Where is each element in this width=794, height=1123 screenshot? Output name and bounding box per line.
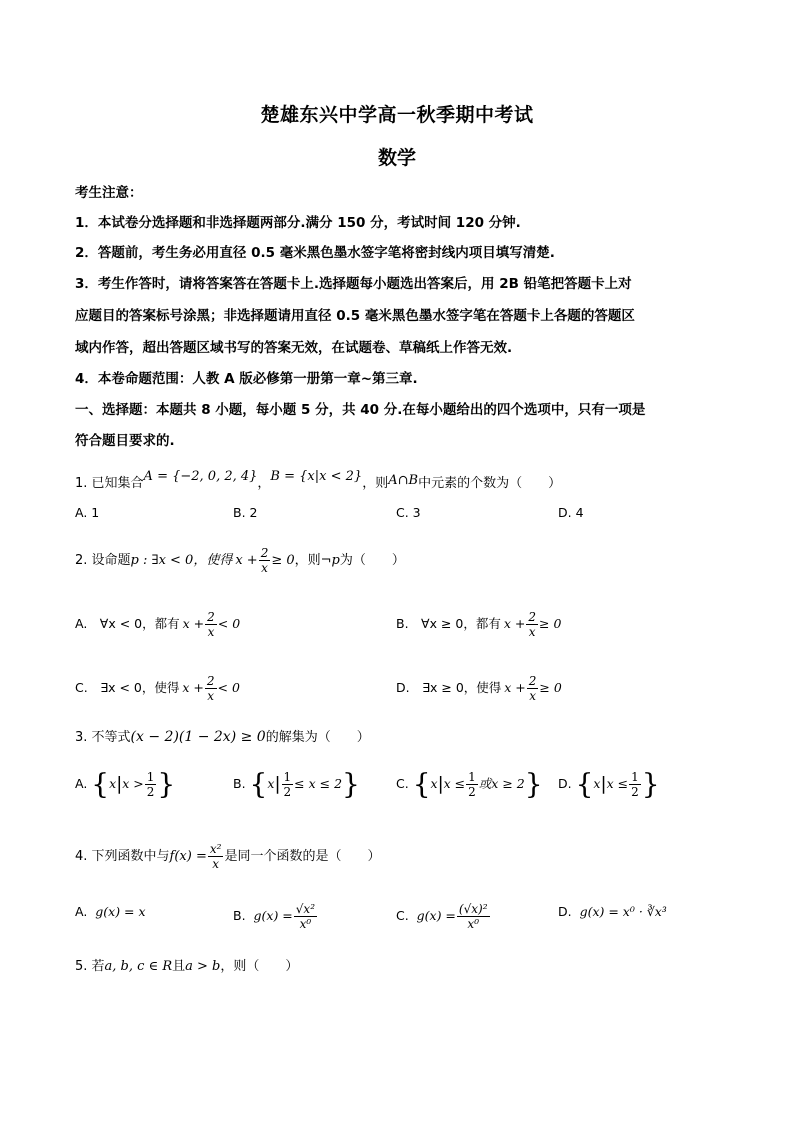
q3-option-d[interactable] <box>558 767 660 801</box>
q5-cond: a > b <box>185 959 221 974</box>
q3-option-a-rbrace: } <box>157 767 176 801</box>
q3-option-d-bar: | <box>600 773 607 795</box>
q1-mid: ，则 <box>362 476 389 491</box>
q1-set-b: B = {x|x < 2} <box>270 469 363 484</box>
q2-option-c-frac <box>205 674 217 703</box>
section1-instructions-line1: 一、选择题：本题共 8 小题，每小题 5 分，共 40 分.在每小题给出的四个选项中，只有一项是 <box>75 402 646 418</box>
q2-option-b[interactable] <box>396 610 561 639</box>
q3-option-a-den: 2 <box>146 785 155 799</box>
q2-option-d-post: ≥ 0 <box>539 680 562 695</box>
q4-fraction <box>208 842 224 871</box>
q3-option-b-lbrace: { <box>249 767 268 801</box>
q2-num: 2 <box>260 546 269 560</box>
q1-set-b-pre: B = <box>270 469 300 484</box>
q3-option-a-label: A. <box>75 776 88 791</box>
q2-option-c-post: < 0 <box>217 680 240 695</box>
q3-option-c-num: 1 <box>468 770 476 784</box>
question-4-stem <box>75 842 380 871</box>
q2-fraction <box>259 546 271 575</box>
q4-option-c[interactable] <box>396 902 491 931</box>
q2-geq: ≥ 0 <box>271 553 295 568</box>
q2-option-a-frac <box>205 610 217 639</box>
q2-option-d[interactable] <box>396 674 562 703</box>
q4-option-a[interactable] <box>75 902 146 922</box>
q3-option-d-num: 1 <box>631 770 639 784</box>
q3-option-b-x: x <box>267 776 275 791</box>
q1-suffix: 中元素的个数为（ ） <box>418 476 562 491</box>
q5-prefix: 5. 若 <box>75 959 105 974</box>
q4-option-b-num: √x² <box>295 902 316 916</box>
q3-option-a-frac <box>145 770 157 799</box>
q3-option-c-label: C. <box>396 776 409 791</box>
section1-instructions-line2: 符合题目要求的. <box>75 433 175 449</box>
q3-option-b-post: ≤ x ≤ 2 <box>294 776 343 791</box>
q2-option-d-num: 2 <box>528 674 537 688</box>
q4-f: f(x) = <box>169 849 207 864</box>
q1-set-b-cond: x < 2 <box>319 469 354 484</box>
q3-option-c-x: x <box>430 776 438 791</box>
notice-item-1: 1．本试卷分选择题和非选择题两部分.满分 150 分，考试时间 120 分钟. <box>75 215 521 231</box>
q2-option-d-pre: D. ∃x ≥ 0，使得 <box>396 680 502 695</box>
q3-option-c-bar: | <box>437 773 444 795</box>
question-1-stem <box>75 469 562 494</box>
q3-expr: (x − 2)(1 − 2x) ≥ 0 <box>130 729 266 745</box>
question-2-stem <box>75 546 405 575</box>
q4-option-c-pre: g(x) = <box>416 908 456 923</box>
q2-option-c[interactable] <box>75 674 240 703</box>
q4-option-b-frac <box>294 902 317 931</box>
q2-option-d-x: x + <box>504 680 526 695</box>
q3-option-a-lbrace: { <box>91 767 110 801</box>
q4-prefix: 4. 下列函数中与 <box>75 849 170 864</box>
q4-option-c-den: x⁰ <box>467 917 479 931</box>
q2-option-b-num: 2 <box>528 610 537 624</box>
exam-title: 楚雄东兴中学高一秋季期中考试 <box>260 104 534 126</box>
q3-suffix: 的解集为（ ） <box>265 730 370 745</box>
q3-option-a-x: x <box>109 776 117 791</box>
q2-option-b-den: x <box>528 625 536 639</box>
q1-option-d[interactable]: D. 4 <box>558 505 584 520</box>
q1-sep: ， <box>257 476 271 491</box>
q2-option-d-frac <box>527 674 539 703</box>
q3-option-d-den: 2 <box>631 785 639 799</box>
q4-option-d[interactable] <box>558 902 667 922</box>
q4-option-b[interactable] <box>233 902 318 931</box>
q2-option-b-frac <box>526 610 538 639</box>
q2-option-b-post: ≥ 0 <box>539 616 562 631</box>
q3-option-b[interactable] <box>233 767 360 801</box>
q3-option-d-frac <box>629 770 641 799</box>
q3-prefix: 3. 不等式 <box>75 730 131 745</box>
q4-num: x² <box>209 842 222 856</box>
q3-option-b-label: B. <box>233 776 246 791</box>
q3-option-b-rbrace: } <box>342 767 360 801</box>
q2-option-d-den: x <box>529 689 536 703</box>
q3-option-c-lbrace: { <box>412 767 431 801</box>
q3-option-a-cond: x > <box>122 776 144 791</box>
q3-option-d-lbrace: { <box>575 767 594 801</box>
q3-option-c-cond: x ≤ <box>443 776 466 791</box>
q4-option-a-label: A. <box>75 904 88 919</box>
notice-item-4: 4．本卷命题范围：人教 A 版必修第一册第一章~第三章. <box>75 371 418 387</box>
q3-option-b-num: 1 <box>283 770 292 784</box>
q3-option-d-x: x <box>593 776 601 791</box>
q2-suffix: 为（ ） <box>339 553 405 568</box>
q2-option-a[interactable] <box>75 610 240 639</box>
q3-option-b-den: 2 <box>283 785 292 799</box>
q2-option-b-x: x + <box>503 616 526 631</box>
q4-option-b-den: x⁰ <box>299 917 312 931</box>
q2-neg: ¬p <box>320 553 340 568</box>
q3-option-c-post: 或x ≥ 2 <box>478 776 525 791</box>
q3-option-c[interactable] <box>396 767 543 801</box>
q5-mid: 且 <box>172 959 186 974</box>
q2-den: x <box>261 561 268 575</box>
q4-option-b-label: B. <box>233 908 246 923</box>
q2-mid: ，则 <box>294 553 321 568</box>
q1-expr: A∩B <box>388 473 419 488</box>
q1-option-b[interactable]: B. 2 <box>233 505 258 520</box>
exam-subject: 数学 <box>377 147 416 169</box>
q1-set-a: A = {−2, 0, 2, 4} <box>143 469 258 484</box>
q3-option-d-cond: x ≤ <box>606 776 629 791</box>
q3-option-c-frac <box>466 770 478 799</box>
q5-suffix: ，则（ ） <box>220 959 299 974</box>
q2-option-a-num: 2 <box>207 610 215 624</box>
q3-option-a-num: 1 <box>146 770 155 784</box>
q4-option-c-frac <box>457 902 490 931</box>
q4-option-a-expr: g(x) = x <box>95 904 146 919</box>
q4-suffix: 是同一个函数的是（ ） <box>224 849 381 864</box>
q1-prefix: 1. 已知集合 <box>75 476 144 491</box>
q4-option-d-expr: g(x) = x⁰ · ∛x³ <box>579 904 667 919</box>
question-5-stem <box>75 957 298 977</box>
q2-prefix: 2. 设命题 <box>75 553 131 568</box>
q1-set-b-x: x <box>307 469 315 484</box>
q3-option-d-label: D. <box>558 776 572 791</box>
q4-option-b-pre: g(x) = <box>253 908 293 923</box>
q4-option-d-label: D. <box>558 904 572 919</box>
q2-option-a-post: < 0 <box>217 616 241 631</box>
q2-option-c-num: 2 <box>206 674 215 688</box>
notice-item-2: 2．答题前，考生务必用直径 0.5 毫米黑色墨水签字笔将密封线内项目填写清楚. <box>75 245 555 261</box>
q3-option-a[interactable] <box>75 767 176 801</box>
q3-option-b-bar: | <box>274 773 281 795</box>
q2-option-c-x: x + <box>182 680 204 695</box>
q1-option-a[interactable]: A. 1 <box>75 505 100 520</box>
question-3-stem <box>75 727 370 748</box>
q2-option-b-pre: B. ∀x ≥ 0，都有 <box>396 616 501 631</box>
q3-option-c-den: 2 <box>468 785 476 799</box>
q2-option-a-x: x + <box>182 616 205 631</box>
q4-option-c-num: (√x)² <box>458 902 488 916</box>
q2-option-a-den: x <box>207 625 215 639</box>
q2-option-c-den: x <box>207 689 215 703</box>
q2-p: p <box>130 553 139 568</box>
notice-item-3-line3: 域内作答，超出答题区域书写的答案无效，在试题卷、草稿纸上作答无效. <box>75 340 513 356</box>
q2-cond: : ∃x < 0，使得 <box>138 553 233 568</box>
q3-option-d-rbrace: } <box>641 767 660 801</box>
q3-option-c-rbrace: } <box>524 767 543 801</box>
q3-option-b-frac <box>282 770 294 799</box>
q2-x-plus: x + <box>235 553 258 568</box>
q2-option-c-pre: C. ∃x < 0，使得 <box>75 680 180 695</box>
q4-den: x <box>212 857 220 871</box>
notice-item-3-line1: 3．考生作答时，请将答案答在答题卡上.选择题每小题选出答案后，用 2B 铅笔把答题卡上对 <box>75 276 632 292</box>
q1-option-c[interactable]: C. 3 <box>396 505 421 520</box>
q4-option-c-label: C. <box>396 908 409 923</box>
q3-option-a-bar: | <box>116 773 123 795</box>
notice-heading: 考生注意： <box>75 185 143 201</box>
notice-item-3-line2: 应题目的答案标号涂黑；非选择题请用直径 0.5 毫米黑色墨水签字笔在答题卡上各题的答题区 <box>75 308 635 324</box>
q2-option-a-pre: A. ∀x < 0，都有 <box>75 616 180 631</box>
q5-vars: a, b, c ∈ R <box>104 959 173 974</box>
